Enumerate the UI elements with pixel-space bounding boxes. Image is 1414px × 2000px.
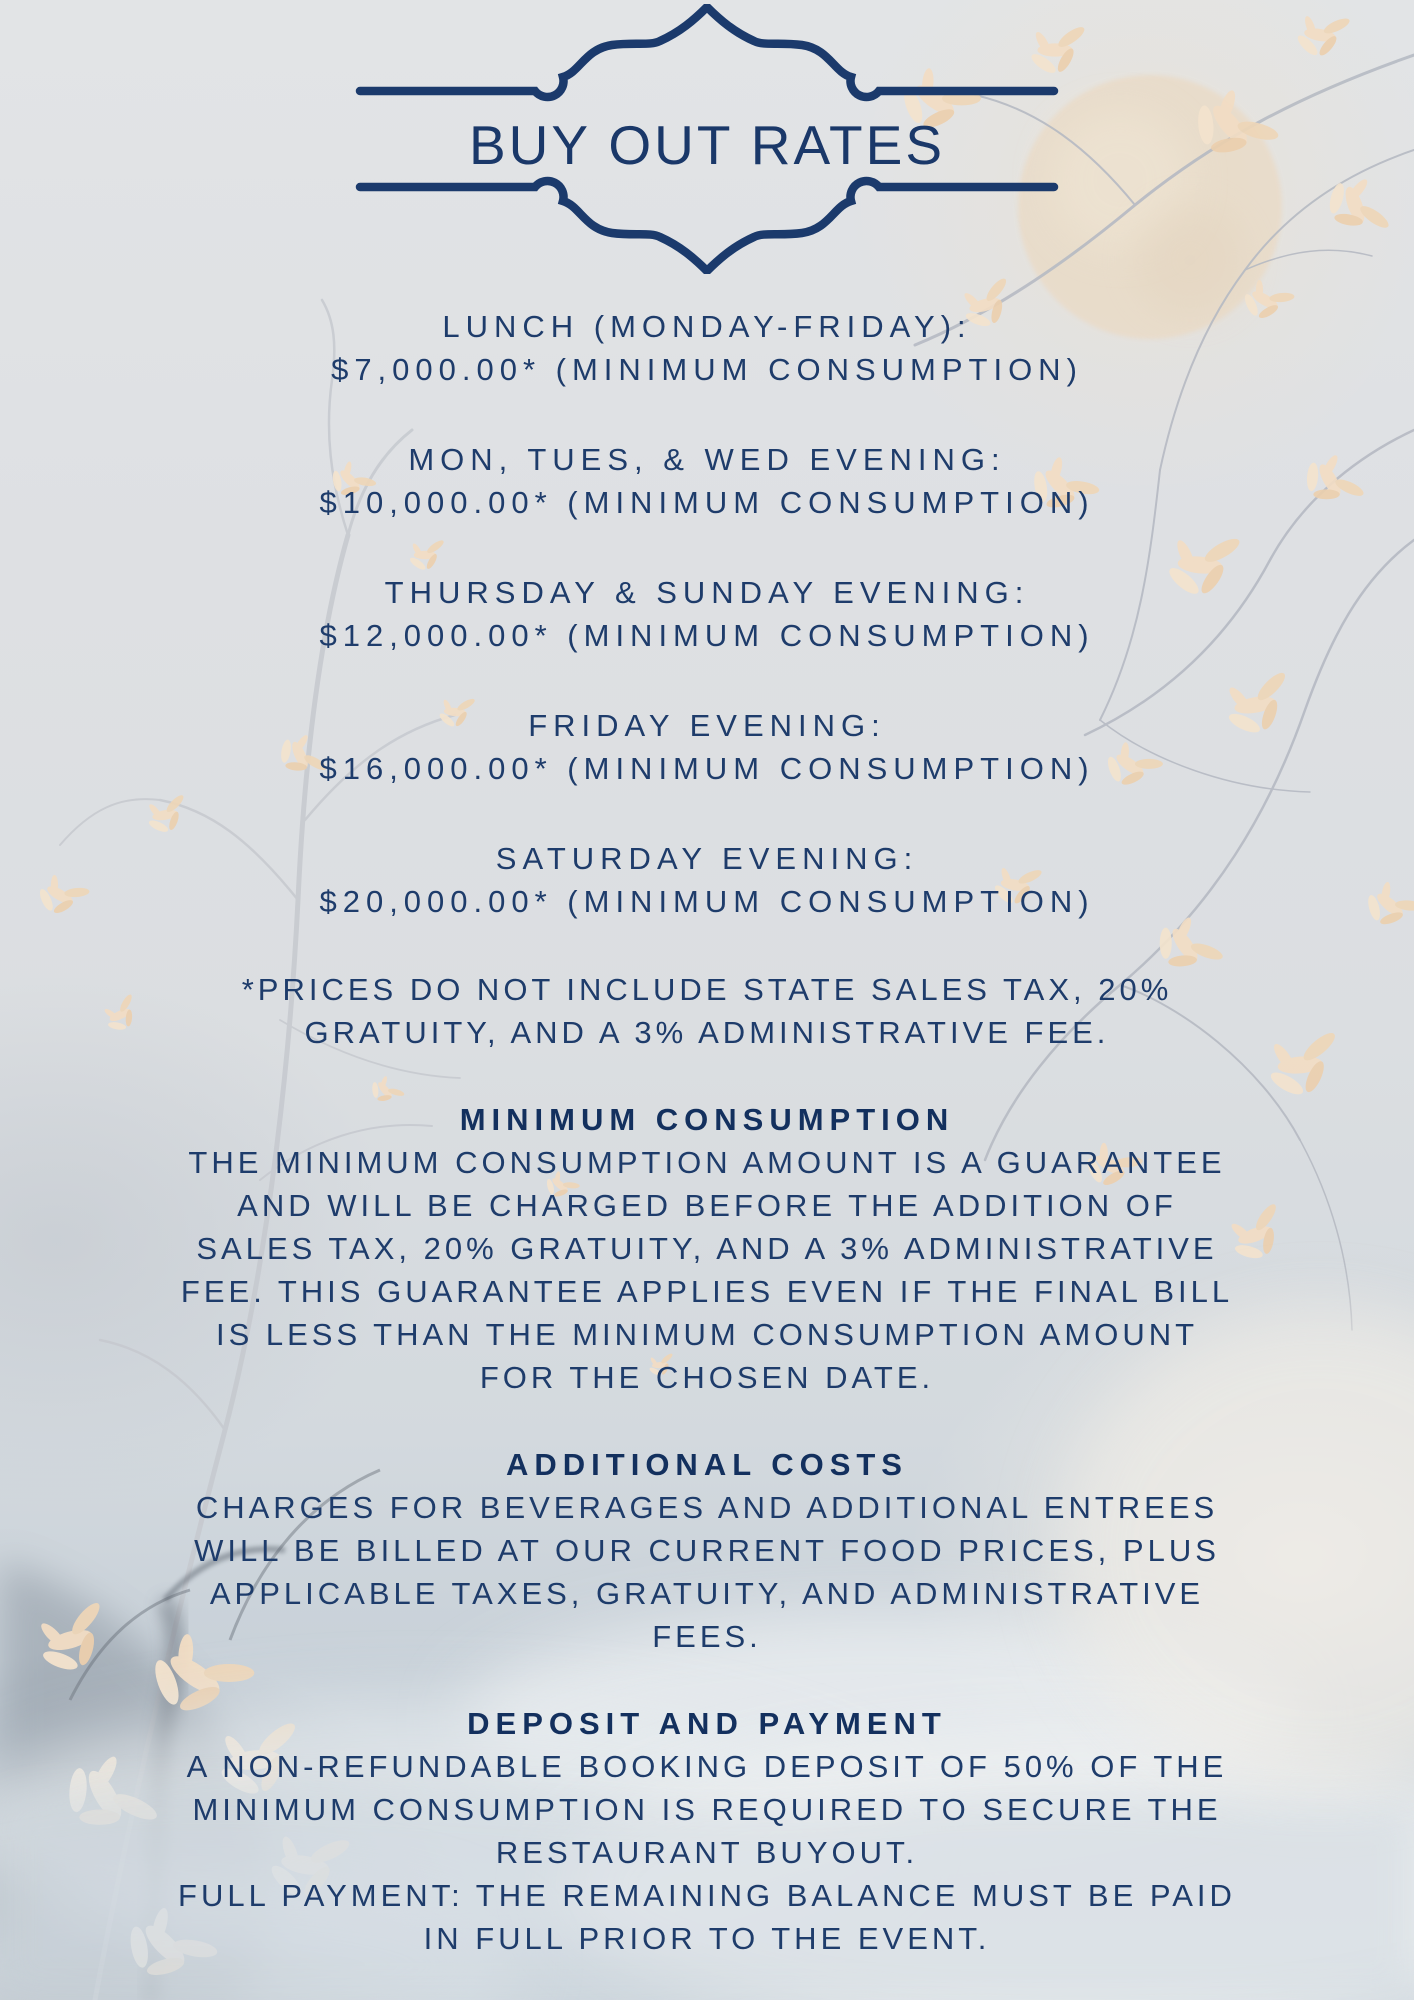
disclaimer-line: GRATUITY, AND A 3% ADMINISTRATIVE FEE.	[304, 1015, 1110, 1050]
section-line: IN FULL PRIOR TO THE EVENT.	[423, 1921, 991, 1956]
section-line: RESTAURANT BUYOUT.	[495, 1835, 919, 1870]
rate-label: LUNCH (MONDAY-FRIDAY):	[442, 309, 972, 344]
section-line: WILL BE BILLED AT OUR CURRENT FOOD PRICES, PLUS	[194, 1533, 1220, 1568]
section-line: FULL PAYMENT: THE REMAINING BALANCE MUST BE PAID	[178, 1878, 1236, 1913]
rate-label: THURSDAY & SUNDAY EVENING:	[384, 575, 1030, 610]
section-line: APPLICABLE TAXES, GRATUITY, AND ADMINISTRATIVE	[209, 1576, 1205, 1611]
section-line: IS LESS THAN THE MINIMUM CONSUMPTION AMOUNT	[215, 1317, 1199, 1352]
section-line: CHARGES FOR BEVERAGES AND ADDITIONAL ENTREES	[195, 1490, 1219, 1525]
rate-label: MON, TUES, & WED EVENING:	[408, 442, 1006, 477]
rate-price: $20,000.00* (MINIMUM CONSUMPTION)	[319, 884, 1095, 919]
section-line: THE MINIMUM CONSUMPTION AMOUNT IS A GUARANTEE	[188, 1145, 1226, 1180]
section-line: SALES TAX, 20% GRATUITY, AND A 3% ADMINISTRATIVE	[196, 1231, 1218, 1266]
rate-price: $16,000.00* (MINIMUM CONSUMPTION)	[319, 751, 1095, 786]
section-minimum-consumption	[40, 1098, 1374, 1399]
section-line: AND WILL BE CHARGED BEFORE THE ADDITION OF	[237, 1188, 1177, 1223]
section-line: MINIMUM CONSUMPTION IS REQUIRED TO SECURE THE	[192, 1792, 1222, 1827]
rate-item	[40, 305, 1374, 391]
title-block	[350, 4, 1064, 274]
section-additional-costs	[40, 1443, 1374, 1658]
rate-label: FRIDAY EVENING:	[528, 708, 886, 743]
price-disclaimer	[40, 968, 1374, 1054]
disclaimer-line: *PRICES DO NOT INCLUDE STATE SALES TAX, 20%	[241, 972, 1173, 1007]
section-line: FOR THE CHOSEN DATE.	[479, 1360, 935, 1395]
page-title: BUY OUT RATES	[468, 114, 946, 176]
section-deposit-payment	[40, 1702, 1374, 1960]
rate-item	[40, 704, 1374, 790]
rate-item	[40, 571, 1374, 657]
rate-label: SATURDAY EVENING:	[495, 841, 919, 876]
rate-price: $7,000.00* (MINIMUM CONSUMPTION)	[331, 352, 1083, 387]
rate-price: $12,000.00* (MINIMUM CONSUMPTION)	[319, 618, 1095, 653]
section-line: A NON-REFUNDABLE BOOKING DEPOSIT OF 50% OF THE	[186, 1749, 1228, 1784]
rates-list	[40, 305, 1374, 923]
section-line: FEES.	[652, 1619, 762, 1654]
rate-price: $10,000.00* (MINIMUM CONSUMPTION)	[319, 485, 1095, 520]
rate-item	[40, 438, 1374, 524]
section-line: FEE. THIS GUARANTEE APPLIES EVEN IF THE FINAL BILL	[180, 1274, 1234, 1309]
rate-item	[40, 837, 1374, 923]
section-heading: DEPOSIT AND PAYMENT	[467, 1706, 947, 1741]
content-column	[40, 305, 1374, 1960]
section-heading: MINIMUM CONSUMPTION	[459, 1102, 955, 1137]
section-heading: ADDITIONAL COSTS	[506, 1447, 908, 1482]
